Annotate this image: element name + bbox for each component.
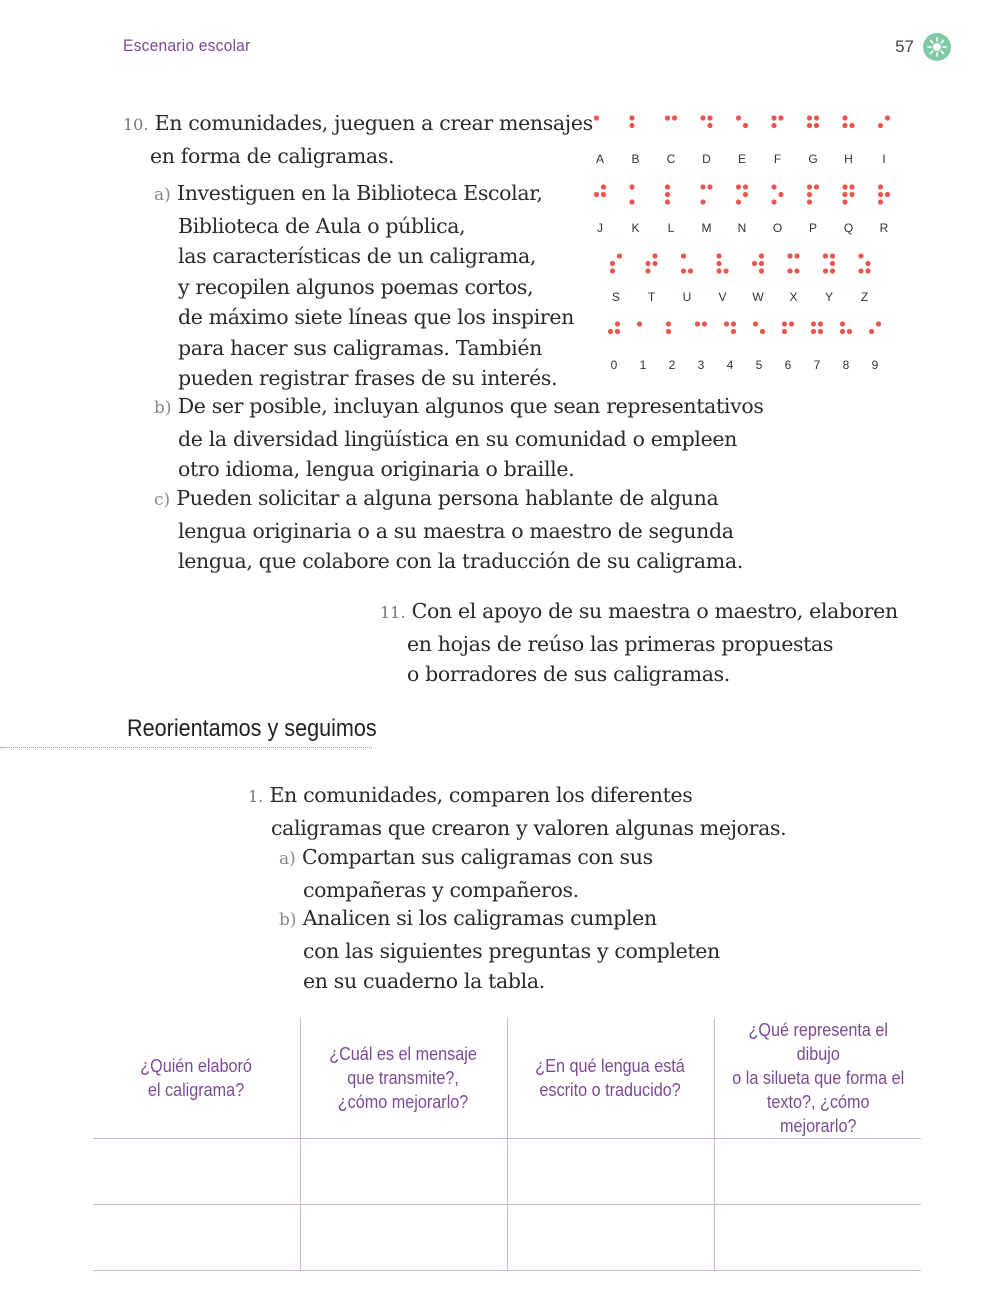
braille-dot: [814, 115, 819, 120]
braille-label: Y: [824, 290, 834, 304]
braille-label: L: [667, 221, 675, 235]
braille-dot: [681, 253, 686, 258]
activity-1b-line: con las siguientes preguntas y completen: [303, 938, 720, 963]
activity-10b-text: De ser posible, incluyan algunos que sean representativos: [177, 394, 764, 418]
braille-label: N: [737, 221, 747, 235]
braille-cell-z: [858, 253, 870, 304]
braille-dot: [811, 321, 816, 326]
braille-dot: [743, 123, 748, 128]
activity-10b: [154, 391, 764, 485]
activity-11-text: Con el apoyo de su maestra o maestro, elaboren: [411, 599, 898, 623]
braille-dot: [707, 184, 712, 189]
braille-label: F: [773, 152, 782, 166]
braille-label: O: [772, 221, 783, 235]
braille-dot: [665, 184, 670, 189]
braille-dot: [807, 184, 812, 189]
braille-dot: [847, 329, 852, 334]
page-number: 57: [895, 37, 914, 56]
braille-dot: [743, 192, 748, 197]
activity-10a-line: las características de un caligrama,: [178, 244, 537, 268]
braille-dot: [617, 253, 622, 258]
braille-dot: [760, 329, 765, 334]
braille-cell-7: [811, 321, 823, 372]
braille-dot: [716, 261, 721, 266]
braille-dot: [823, 268, 828, 273]
activity-1b-line: en su cuaderno la tabla.: [303, 969, 545, 993]
braille-dot: [716, 253, 721, 258]
braille-dot: [736, 184, 741, 189]
braille-dot: [794, 268, 799, 273]
braille-dot: [608, 329, 613, 334]
braille-label: I: [882, 152, 886, 166]
braille-dot: [818, 321, 823, 326]
braille-dot: [842, 184, 847, 189]
table-cell: [93, 1139, 300, 1205]
activity-10a-line: Biblioteca de Aula o pública,: [178, 213, 466, 238]
braille-dot: [736, 199, 741, 204]
table-header-message: ¿Cuál es el mensaje que transmite?, ¿cómo mejorarlo?: [300, 1018, 507, 1139]
activity-1a: [279, 842, 653, 905]
caligram-evaluation-table: [93, 1018, 921, 1271]
braille-label: H: [844, 152, 853, 166]
braille-dot: [700, 199, 705, 204]
table-cell: [714, 1139, 921, 1205]
braille-dot: [849, 184, 854, 189]
braille-cell-1: [637, 321, 647, 372]
braille-label: 1: [639, 358, 647, 372]
activity-10: [123, 108, 593, 171]
braille-dot: [700, 115, 705, 120]
braille-dot: [743, 184, 748, 189]
braille-dot: [840, 329, 845, 334]
braille-dot: [645, 268, 650, 273]
braille-dot: [771, 184, 776, 189]
braille-cell-i: [878, 115, 890, 166]
table-cell: [507, 1139, 714, 1205]
activity-1b-line-1: [279, 903, 720, 936]
braille-label: 8: [842, 358, 850, 372]
braille-label: S: [611, 290, 621, 304]
braille-dot: [771, 199, 776, 204]
table-cell: [300, 1139, 507, 1205]
braille-cell-l: [665, 184, 675, 235]
braille-dot: [807, 123, 812, 128]
braille-cell-5: [753, 321, 765, 372]
braille-dot: [753, 321, 758, 326]
braille-cell-k: [629, 184, 639, 235]
table-cell: [93, 1205, 300, 1271]
braille-dot: [759, 261, 764, 266]
activity-10a-line: para hacer sus caligramas. También: [178, 335, 543, 360]
braille-label: A: [595, 152, 605, 166]
activity-11-line-1: [380, 596, 898, 629]
braille-cell-s: [610, 253, 622, 304]
activity-1-line: caligramas que crearon y valoren algunas mejoras.: [271, 815, 787, 840]
braille-cell-9: [869, 321, 881, 372]
braille-dot: [811, 329, 816, 334]
braille-dot: [724, 321, 729, 326]
braille-cell-p: [807, 184, 819, 235]
braille-dot: [681, 268, 686, 273]
braille-cell-6: [782, 321, 794, 372]
braille-cell-d: [700, 115, 712, 166]
braille-cell-c: [665, 115, 677, 166]
braille-cell-0: [608, 321, 620, 372]
braille-cell-o: [771, 184, 783, 235]
activity-11-line: o borradores de sus caligramas.: [407, 662, 730, 686]
braille-label: T: [647, 290, 656, 304]
activity-10a-text: Investiguen en la Biblioteca Escolar,: [176, 181, 543, 205]
table-cell: [507, 1205, 714, 1271]
activity-1a-text: Compartan sus caligramas con sus: [301, 845, 653, 869]
item-letter-b: b): [154, 398, 172, 418]
braille-dot: [830, 253, 835, 258]
activity-1: [248, 780, 786, 843]
braille-dot: [878, 199, 883, 204]
braille-cell-a: [594, 115, 604, 166]
braille-dot: [736, 115, 741, 120]
braille-dot: [782, 329, 787, 334]
braille-label: B: [631, 152, 640, 166]
braille-dot: [629, 115, 634, 120]
braille-cell-4: [724, 321, 736, 372]
activity-1-number: 1.: [248, 787, 264, 806]
braille-dot: [787, 268, 792, 273]
braille-dot: [771, 115, 776, 120]
braille-cell-j: [594, 184, 606, 235]
braille-label: W: [752, 290, 764, 304]
activity-10b-line-1: [154, 391, 764, 424]
activity-10a-line-1: [154, 178, 574, 211]
braille-dot: [789, 321, 794, 326]
braille-dot: [876, 321, 881, 326]
braille-dot: [759, 268, 764, 273]
braille-cell-f: [771, 115, 783, 166]
section-title: Reorientamos y seguimos: [127, 715, 377, 742]
braille-dot: [842, 192, 847, 197]
activity-1a-line-1: [279, 842, 653, 875]
braille-dot: [731, 329, 736, 334]
braille-label: 4: [726, 358, 734, 372]
braille-dot: [869, 329, 874, 334]
item-letter-c: c): [154, 490, 171, 510]
braille-dot: [610, 261, 615, 266]
braille-dot: [885, 115, 890, 120]
braille-label: 3: [697, 358, 705, 372]
braille-dot: [759, 253, 764, 258]
braille-dot: [601, 192, 606, 197]
braille-dot: [702, 321, 707, 326]
braille-dot: [878, 192, 883, 197]
activity-10-line-1: [123, 108, 593, 141]
activity-10b-line: de la diversidad lingüística en su comunidad o empleen: [178, 426, 738, 451]
activity-10a-line: y recopilen algunos poemas cortos,: [178, 274, 534, 299]
braille-label: D: [702, 152, 711, 166]
activity-10b-line: otro idioma, lengua originaria o braille.: [178, 457, 575, 481]
braille-dot: [629, 123, 634, 128]
braille-cell-n: [736, 184, 748, 235]
braille-cell-q: [842, 184, 854, 235]
braille-dot: [823, 253, 828, 258]
activity-11-number: 11.: [380, 603, 406, 622]
braille-dot: [652, 253, 657, 258]
braille-dot: [594, 192, 599, 197]
running-header: Escenario escolar: [123, 36, 251, 55]
braille-dot: [665, 199, 670, 204]
activity-11: [380, 596, 898, 690]
page-number-area: [895, 32, 952, 62]
braille-dot: [818, 329, 823, 334]
braille-cell-t: [645, 253, 657, 304]
braille-dot: [807, 115, 812, 120]
activity-1b-text: Analicen si los caligramas cumplen: [302, 906, 657, 930]
braille-dot: [842, 123, 847, 128]
braille-label: P: [808, 221, 818, 235]
activity-10a-line: pueden registrar frases de su interés.: [178, 366, 558, 390]
activity-1a-line: compañeras y compañeros.: [303, 877, 579, 902]
braille-dot: [695, 321, 700, 326]
activity-10-text: En comunidades, jueguen a crear mensajes: [154, 111, 593, 135]
braille-dot: [707, 123, 712, 128]
braille-dot: [771, 123, 776, 128]
braille-cell-8: [840, 321, 852, 372]
activity-10c-line-1: [154, 483, 743, 516]
braille-dot: [885, 192, 890, 197]
table-header-drawing: ¿Qué representa el dibujo o la silueta que forma el texto?, ¿cómo mejorarlo?: [714, 1018, 921, 1139]
sun-icon: [922, 32, 952, 62]
braille-dot: [840, 321, 845, 326]
table-header-author: ¿Quién elaboró el caligrama?: [93, 1018, 300, 1139]
braille-cell-2: [666, 321, 676, 372]
braille-dot: [629, 184, 634, 189]
activity-10c-line: lengua, que colabore con la traducción de su caligrama.: [178, 549, 743, 573]
braille-cell-g: [807, 115, 819, 166]
braille-dot: [878, 184, 883, 189]
activity-1b: [279, 903, 720, 997]
braille-dot: [865, 261, 870, 266]
braille-dot: [665, 115, 670, 120]
braille-dot: [610, 268, 615, 273]
braille-dot: [615, 321, 620, 326]
table-cell: [714, 1205, 921, 1271]
braille-dot: [723, 268, 728, 273]
braille-dot: [858, 268, 863, 273]
activity-1-text: En comunidades, comparen los diferentes: [269, 783, 693, 807]
braille-label: 6: [784, 358, 792, 372]
braille-dot: [842, 115, 847, 120]
braille-dot: [858, 253, 863, 258]
braille-dot: [752, 261, 757, 266]
activity-10a-line: de máximo siete líneas que los inspiren: [178, 305, 574, 329]
braille-cell-v: [716, 253, 728, 304]
braille-label: E: [737, 152, 747, 166]
braille-dot: [594, 115, 599, 120]
activity-10-line-2: en forma de caligramas.: [150, 143, 395, 168]
braille-dot: [807, 199, 812, 204]
braille-dot: [629, 199, 634, 204]
braille-label: R: [879, 221, 889, 235]
braille-cell-r: [878, 184, 890, 235]
braille-label: 0: [610, 358, 618, 372]
braille-dot: [731, 321, 736, 326]
table-row: [93, 1205, 921, 1271]
activity-10a: [154, 178, 574, 394]
braille-dot: [787, 253, 792, 258]
braille-dot: [842, 199, 847, 204]
braille-cell-e: [736, 115, 748, 166]
braille-cell-y: [823, 253, 835, 304]
braille-label: 9: [871, 358, 879, 372]
table-header-language: ¿En qué lengua está escrito o traducido?: [507, 1018, 714, 1139]
braille-dot: [666, 329, 671, 334]
braille-label: X: [789, 290, 798, 304]
braille-label: J: [597, 221, 603, 235]
table-header-row: [93, 1018, 921, 1139]
braille-label: 7: [813, 358, 821, 372]
braille-dot: [707, 115, 712, 120]
braille-dot: [830, 261, 835, 266]
braille-dot: [615, 329, 620, 334]
table-row: [93, 1139, 921, 1205]
braille-dot: [782, 321, 787, 326]
braille-label: M: [701, 221, 712, 235]
table-cell: [300, 1205, 507, 1271]
braille-dot: [830, 268, 835, 273]
braille-label: Z: [860, 290, 869, 304]
item-letter-b: b): [279, 910, 297, 930]
braille-label: U: [682, 290, 692, 304]
braille-dot: [688, 268, 693, 273]
braille-dot: [637, 321, 642, 326]
braille-dot: [778, 115, 783, 120]
braille-cell-u: [681, 253, 693, 304]
activity-10c: [154, 483, 743, 577]
braille-cell-b: [629, 115, 639, 166]
braille-label: K: [631, 221, 640, 235]
braille-alphabet-chart: [586, 110, 906, 380]
braille-label: 2: [668, 358, 676, 372]
braille-dot: [814, 184, 819, 189]
braille-cell-h: [842, 115, 854, 166]
braille-cell-w: [752, 253, 764, 304]
braille-dot: [700, 184, 705, 189]
activity-10c-line: lengua originaria o a su maestra o maestro de segunda: [178, 518, 734, 543]
braille-cell-m: [700, 184, 712, 235]
braille-dot: [814, 123, 819, 128]
item-letter-a: a): [279, 849, 296, 869]
activity-1-line-1: [248, 780, 786, 813]
activity-10-number: 10.: [123, 115, 149, 134]
braille-dot: [672, 115, 677, 120]
braille-dot: [849, 123, 854, 128]
braille-dot: [716, 268, 721, 273]
braille-cell-3: [695, 321, 707, 372]
braille-dot: [778, 192, 783, 197]
braille-dot: [601, 184, 606, 189]
activity-10c-text: Pueden solicitar a alguna persona hablante de alguna: [176, 486, 719, 510]
braille-dot: [645, 261, 650, 266]
braille-dot: [652, 261, 657, 266]
braille-dot: [878, 123, 883, 128]
braille-label: 5: [755, 358, 763, 372]
braille-dot: [794, 253, 799, 258]
braille-dot: [849, 192, 854, 197]
activity-11-line: en hojas de reúso las primeras propuestas: [407, 631, 834, 656]
braille-label: C: [666, 152, 676, 166]
section-divider: [0, 747, 372, 748]
braille-label: V: [718, 290, 727, 304]
braille-dot: [865, 268, 870, 273]
braille-cell-x: [787, 253, 799, 304]
item-letter-a: a): [154, 185, 171, 205]
braille-dot: [807, 192, 812, 197]
braille-label: G: [808, 152, 818, 166]
braille-dot: [666, 321, 671, 326]
braille-label: Q: [843, 221, 854, 235]
braille-dot: [665, 192, 670, 197]
